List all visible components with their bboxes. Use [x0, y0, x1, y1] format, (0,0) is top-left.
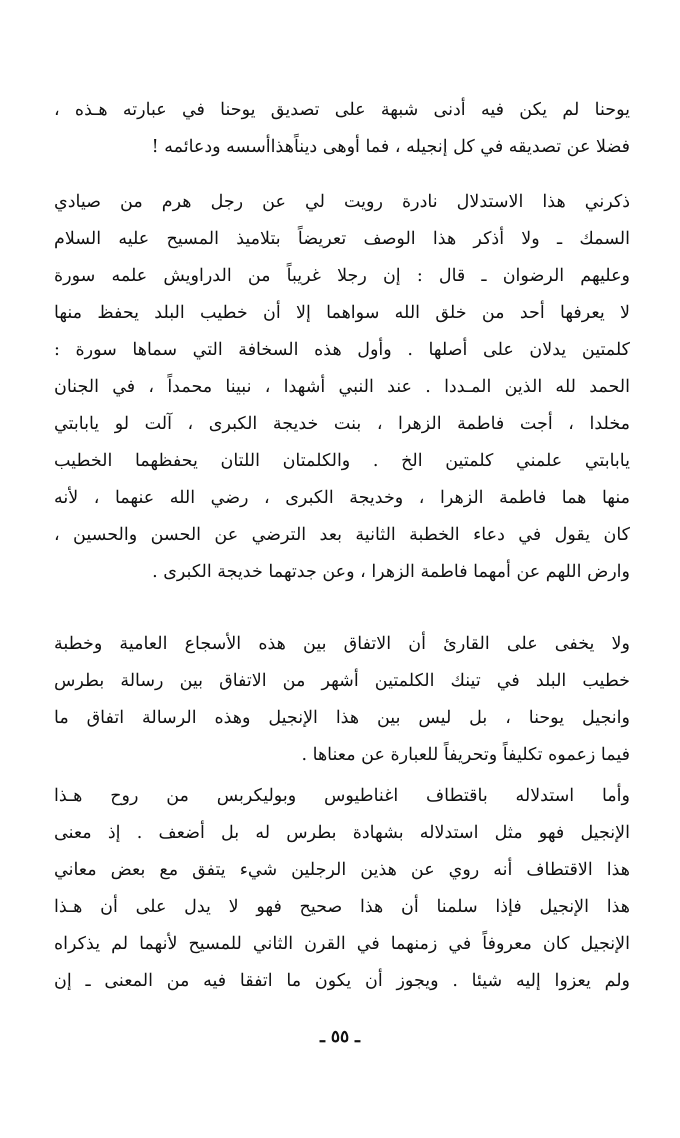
- text-line: وارض اللهم عن أمهما فاطمة الزهرا ، وعن جدتهما خديجة الكبرى .: [152, 562, 630, 582]
- text-line: مخلدا ، أجت فاطمة الزهرا ، بنت خديجة الكبرى ، آلت لو يابابتي: [54, 414, 630, 434]
- text-line: ذكرني هذا الاستدلال نادرة رويت لي عن رجل هرم من صيادي: [54, 192, 630, 212]
- page-number: ـ ٥٥ ـ: [319, 1027, 361, 1047]
- text-line: ولم يعزوا إليه شيئا . ويجوز أن يكون ما اتفقا فيه من المعنى ـ إن: [54, 971, 630, 991]
- paragraph-4: [54, 778, 630, 1000]
- text-line: السمك ـ ولا أذكر هذا الوصف تعريضاً بتلاميذ المسيح عليه السلام: [54, 229, 630, 249]
- text-line: وانجيل يوحنا ، بل ليس بين هذا الإنجيل وهذه الرسالة اتفاق ما: [54, 708, 630, 728]
- text-line: وأما استدلاله باقتطاف اغناطيوس وبوليكربس من روح هـذا: [54, 786, 630, 806]
- text-line: الحمد لله الذين المـددا . عند النبي أشهدا ، نبينا محمداً ، في الجنان: [54, 377, 630, 397]
- text-line: ولا يخفى على القارئ أن الاتفاق بين هذه الأسجاع العامية وخطبة: [54, 634, 630, 654]
- text-line: هذا الإنجيل فإذا سلمنا أن هذا صحيح فهو لا يدل على أن هـذا: [54, 897, 630, 917]
- text-line: وعليهم الرضوان ـ قال : إن رجلا غريباً من الدراويش علمه سورة: [54, 266, 630, 286]
- text-line: يابابتي علمني كلمتين الخ . والكلمتان اللتان يحفظهما الخطيب: [54, 451, 630, 471]
- text-line: فيما زعموه تكليفاً وتحريفاً للعبارة عن معناها .: [301, 745, 630, 765]
- text-line: الإنجيل كان معروفاً في زمنهما في القرن الثاني للمسيح لأنهما لم يذكراه: [54, 934, 630, 954]
- text-line: الإنجيل فهو مثل استدلاله بشهادة بطرس له بل أضعف . إذ معنى: [54, 823, 630, 843]
- text-line: هذا الاقتطاف أنه روي عن هذين الرجلين شيء يتفق مع بعض معاني: [54, 860, 630, 880]
- paragraph-1: [54, 92, 630, 166]
- text-line: يوحنا لم يكن فيه أدنى شبهة على تصديق يوحنا في عبارته هـذه ،: [54, 100, 630, 120]
- paragraph-2: [54, 184, 630, 591]
- text-line: كان يقول في دعاء الخطبة الثانية بعد الترضي عن الحسن والحسين ،: [54, 525, 630, 545]
- text-line: خطيب البلد في تينك الكلمتين أشهر من الاتفاق بين رسالة بطرس: [54, 671, 630, 691]
- text-line: كلمتين يدلان على أصلها . وأول هذه السخافة التي سماها سورة :: [54, 340, 630, 360]
- text-line: فضلا عن تصديقه في كل إنجيله ، فما أوهى ديناًهذاأسسه ودعائمه !: [151, 137, 630, 157]
- text-line: لا يعرفها أحد من خلق الله سواهما إلا أن خطيب البلد يحفظ منها: [54, 303, 630, 323]
- paragraph-3: [54, 626, 630, 774]
- text-line: منها هما فاطمة الزهرا ، وخديجة الكبرى ، رضي الله عنهما ، لأنه: [54, 488, 630, 508]
